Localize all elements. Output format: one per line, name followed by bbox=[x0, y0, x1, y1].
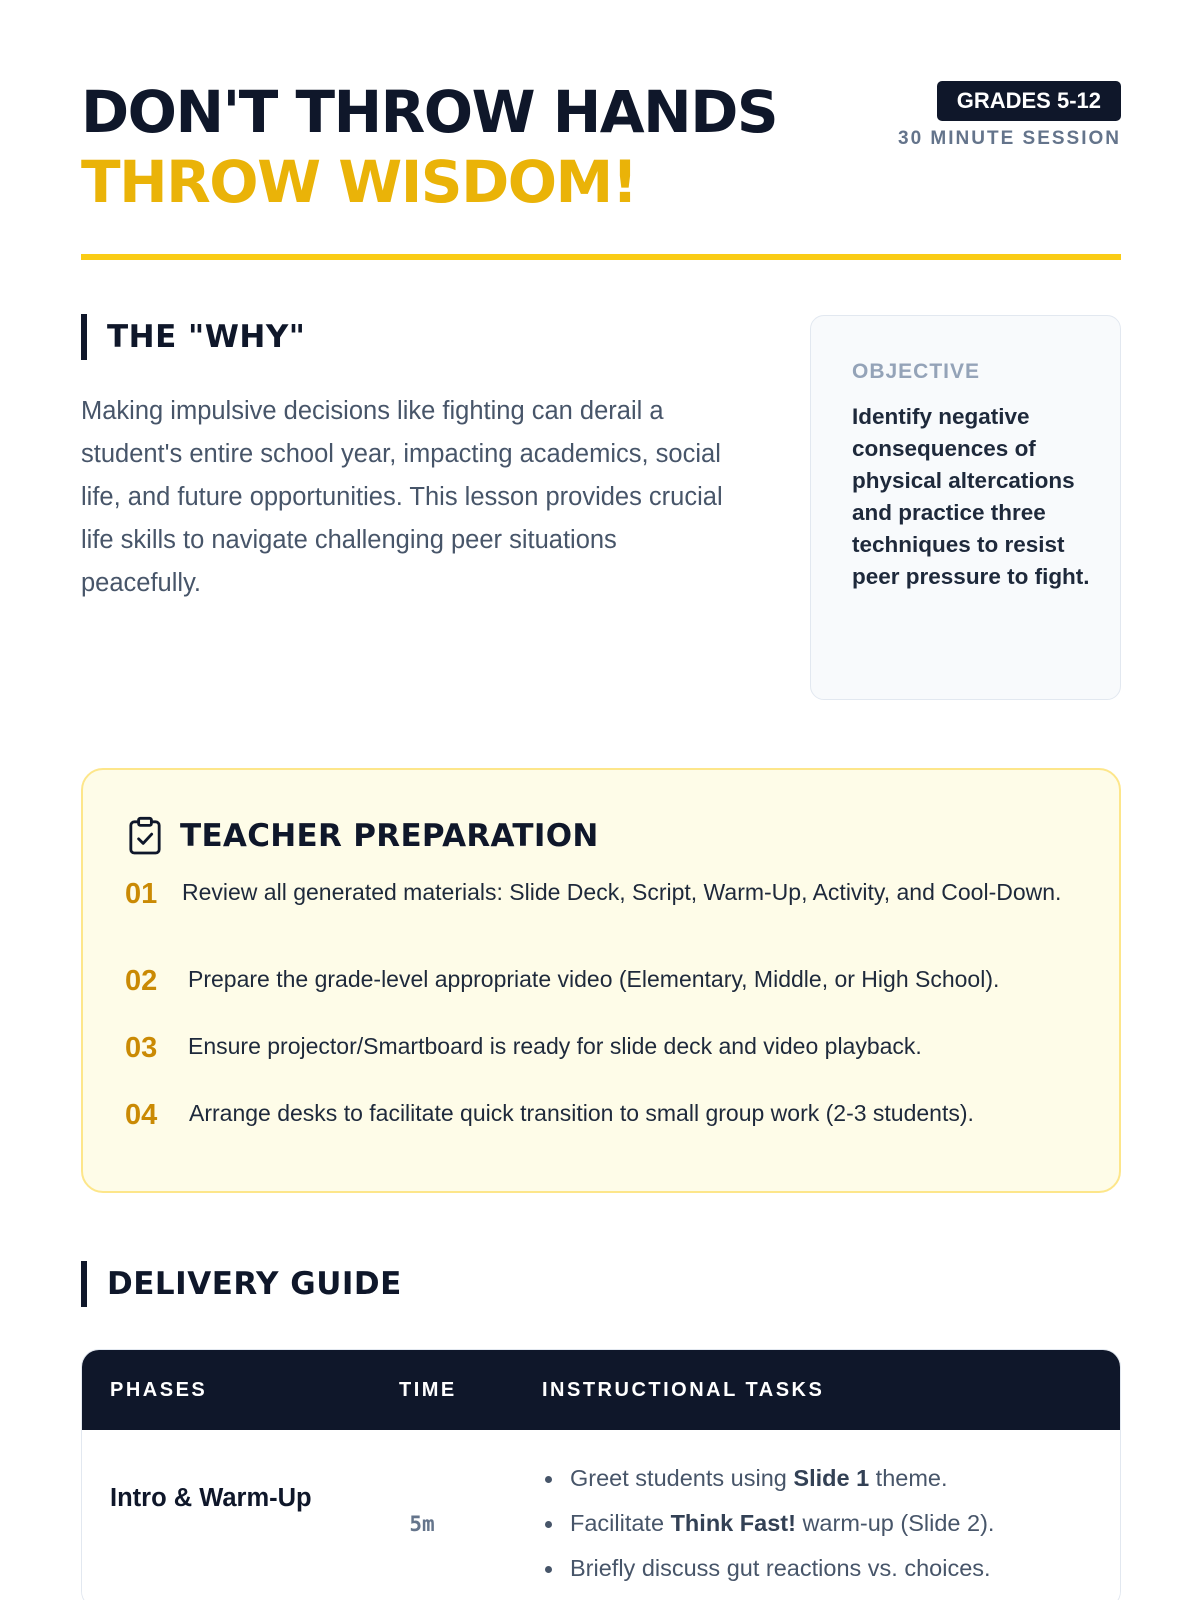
teacher-preparation-card bbox=[81, 768, 1121, 1193]
prep-item-text: Ensure projector/Smartboard is ready for slide deck and video playback. bbox=[188, 1033, 922, 1059]
task-text: Briefly discuss gut reactions vs. choices. bbox=[570, 1555, 991, 1581]
prep-item-number: 03 bbox=[125, 1032, 158, 1064]
clipboard-check-icon bbox=[128, 816, 162, 856]
session-length-label: 30 MINUTE SESSION bbox=[898, 128, 1121, 149]
prep-list-item bbox=[125, 876, 1072, 912]
heading-accent-bar bbox=[81, 314, 87, 360]
prep-item-text: Review all generated materials: Slide Deck, Script, Warm-Up, Activity, and Cool-Down. bbox=[182, 879, 1062, 905]
title-line-1: DON'T THROW HANDS bbox=[81, 78, 778, 146]
column-header-time: TIME bbox=[399, 1379, 457, 1401]
column-header-phases: PHASES bbox=[110, 1379, 208, 1401]
prep-item-number: 04 bbox=[125, 1099, 158, 1131]
why-section-heading bbox=[81, 314, 305, 360]
objective-text: Identify negative consequences of physical altercations and practice three techniques to resist peer pressure to fight. bbox=[852, 404, 1090, 589]
column-header-tasks: INSTRUCTIONAL TASKS bbox=[542, 1379, 825, 1401]
task-emphasis: Slide 1 bbox=[793, 1465, 870, 1491]
task-bullet bbox=[542, 1501, 1102, 1546]
task-bullet bbox=[542, 1546, 1102, 1591]
phase-cell: Intro & Warm-Up bbox=[110, 1484, 312, 1512]
delivery-heading-text: DELIVERY GUIDE bbox=[107, 1266, 402, 1302]
prep-item-number: 02 bbox=[125, 965, 158, 997]
task-emphasis: Think Fast! bbox=[670, 1510, 796, 1536]
objective-label: OBJECTIVE bbox=[852, 360, 981, 383]
prep-list-item bbox=[125, 963, 1078, 999]
header-divider bbox=[81, 254, 1121, 260]
delivery-table bbox=[81, 1349, 1121, 1600]
task-text: warm-up (Slide 2). bbox=[795, 1510, 995, 1536]
task-bullet bbox=[542, 1456, 1102, 1501]
task-text: theme. bbox=[869, 1465, 948, 1491]
table-header-row bbox=[82, 1350, 1120, 1430]
prep-header bbox=[128, 816, 599, 856]
heading-accent-bar bbox=[81, 1261, 87, 1307]
prep-list-item bbox=[125, 1030, 1078, 1066]
task-text: Greet students using bbox=[570, 1465, 794, 1491]
objective-card bbox=[810, 315, 1121, 700]
prep-item-text: Arrange desks to facilitate quick transition to small group work (2-3 students). bbox=[189, 1100, 974, 1126]
tasks-cell bbox=[542, 1456, 1102, 1591]
table-row bbox=[82, 1430, 1120, 1600]
prep-item-text: Prepare the grade-level appropriate video (Elementary, Middle, or High School). bbox=[188, 966, 1000, 992]
grades-badge: GRADES 5-12 bbox=[937, 81, 1121, 121]
task-text: Facilitate bbox=[570, 1510, 671, 1536]
time-cell: 5m bbox=[409, 1512, 435, 1536]
why-body-text: Making impulsive decisions like fighting can derail a student's entire school year, impacting academics, social life, and future opportunities. This lesson provides crucial life skills to navigate challenging peer situations peacefully. bbox=[81, 397, 723, 597]
why-heading-text: THE "WHY" bbox=[107, 319, 306, 355]
delivery-section-heading bbox=[81, 1261, 402, 1307]
prep-list-item bbox=[125, 1097, 1079, 1133]
prep-item-number: 01 bbox=[125, 878, 158, 910]
title-line-2: THROW WISDOM! bbox=[81, 148, 637, 216]
page-header bbox=[81, 80, 1121, 260]
prep-title: TEACHER PREPARATION bbox=[180, 818, 599, 854]
